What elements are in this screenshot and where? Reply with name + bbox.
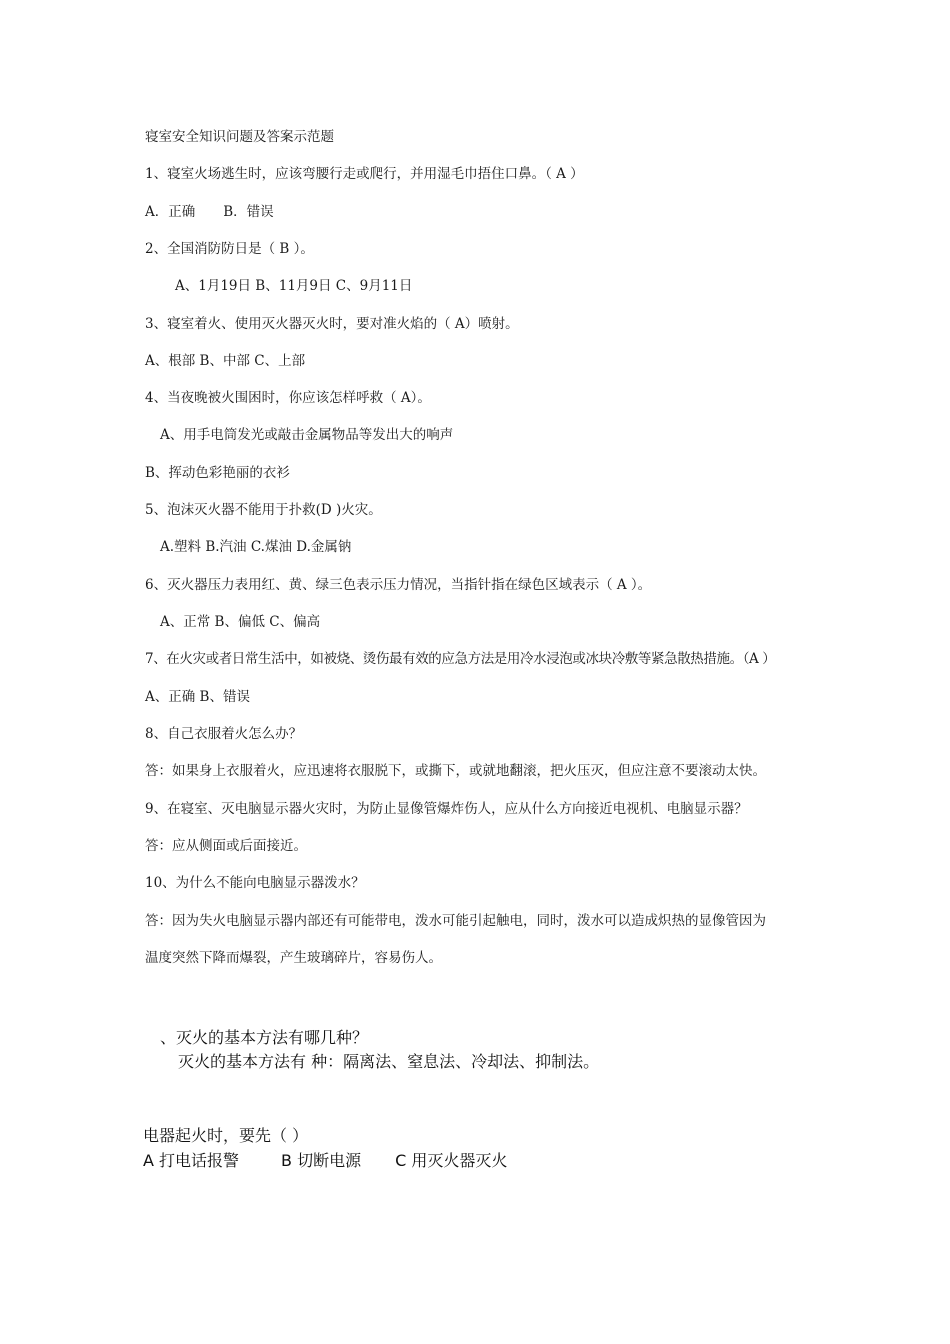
- question-7: 7、在火灾或者日常生活中，如被烧、烫伤最有效的应急方法是用冷水浸泡或冰块冷敷等紧急散热措施。（A ）: [145, 651, 776, 667]
- question-6: 6、灭火器压力表用红、黄、绿三色表示压力情况，当指针指在绿色区域表示（ A ）。: [145, 577, 652, 593]
- question-1-option-a: A．正确: [145, 204, 196, 220]
- question-3-options: A、根部 B、中部 C、上部: [145, 353, 306, 369]
- question-9: 9、在寝室、灭电脑显示器火灾时，为防止显像管爆炸伤人，应从什么方向接近电视机、电脑显示器？: [145, 801, 748, 817]
- question-4-option-a: A、用手电筒发光或敲击金属物品等发出大的响声: [160, 427, 454, 443]
- question-4: 4、当夜晚被火围困时，你应该怎样呼救（ A）。: [145, 390, 431, 406]
- question-8-answer: 答：如果身上衣服着火，应迅速将衣服脱下，或撕下，或就地翻滚，把火压灭，但应注意不要滚动太快。: [145, 763, 766, 779]
- question-10-answer-line-2: 温度突然下降而爆裂，产生玻璃碎片，容易伤人。: [145, 950, 442, 966]
- question-4-option-b: B、挥动色彩艳丽的衣衫: [145, 465, 290, 481]
- question-2: 2、全国消防防日是（ B ）。: [145, 241, 314, 257]
- question-9-answer: 答：应从侧面或后面接近。: [145, 838, 307, 854]
- question-1: 1、寝室火场逃生时，应该弯腰行走或爬行，并用湿毛巾捂住口鼻。（ A ）: [145, 166, 584, 182]
- question-10: 10、为什么不能向电脑显示器泼水？: [145, 875, 365, 891]
- question-6-options: A、正常 B、偏低 C、偏高: [160, 614, 321, 630]
- question-8: 8、自己衣服着火怎么办？: [145, 726, 303, 742]
- question-5-options: A.塑料 B.汽油 C.煤油 D.金属钠: [160, 539, 352, 555]
- question-1-options: [145, 203, 274, 221]
- question-2-options: A、1月19日 B、11月9日 C、9月11日: [175, 278, 413, 294]
- question-3: 3、寝室着火、使用灭火器灭火时，要对准火焰的（ A）喷射。: [145, 316, 519, 332]
- question-1-option-b: B．错误: [223, 204, 274, 220]
- question-11: 、灭火的基本方法有哪几种？: [160, 1028, 369, 1047]
- question-10-answer-line-1: 答：因为失火电脑显示器内部还有可能带电，泼水可能引起触电，同时，泼水可以造成炽热的显像管因为: [145, 913, 766, 929]
- question-7-options: A、正确 B、错误: [145, 689, 250, 705]
- question-12-option-c: C 用灭火器灭火: [395, 1151, 508, 1170]
- document-title: 寝室安全知识问题及答案示范题: [145, 129, 334, 145]
- question-12-option-a: A 打电话报警: [143, 1151, 240, 1170]
- question-12-options: [143, 1150, 507, 1172]
- question-12-option-b: B 切断电源: [281, 1151, 362, 1170]
- question-11-answer: 灭火的基本方法有 种：隔离法、窒息法、冷却法、抑制法。: [178, 1052, 600, 1071]
- question-12: 电器起火时，要先（ ）: [143, 1126, 309, 1145]
- question-5: 5、泡沫灭火器不能用于扑救(D )火灾。: [145, 502, 382, 518]
